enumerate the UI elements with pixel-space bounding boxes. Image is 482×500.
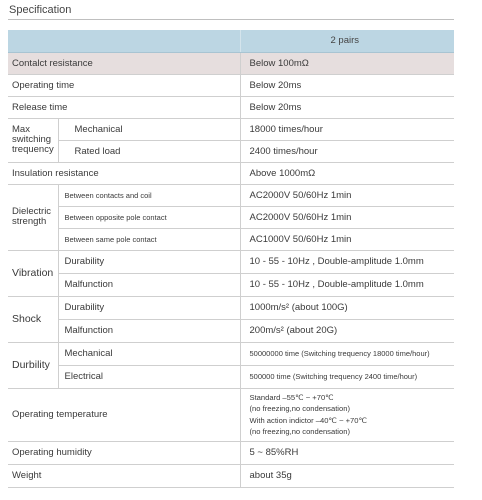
table-row — [8, 162, 454, 184]
temperature-line: Standard –55℃ ~ +70℃ — [249, 393, 334, 403]
row-label: Operating humidity — [8, 441, 240, 464]
row-label: Release time — [8, 96, 240, 118]
row-label: Contalct resistance — [8, 52, 240, 74]
temperature-value — [240, 388, 454, 441]
table-row — [8, 342, 454, 365]
row-value: Above 1000mΩ — [240, 162, 454, 184]
page-title: Specification — [9, 4, 72, 16]
row-value: 10 - 55 - 10Hz , Double-amplitude 1.0mm — [240, 273, 454, 296]
row-value: Below 20ms — [240, 96, 454, 118]
table-row — [8, 74, 454, 96]
row-value: AC2000V 50/60Hz 1min — [240, 206, 454, 228]
row-value: 200m/s² (about 20G) — [240, 319, 454, 342]
sub-label: Durability — [58, 296, 240, 319]
sub-label: Mechanical — [58, 342, 240, 365]
shock-label: Shock — [12, 313, 42, 325]
sub-label: Malfunction — [58, 319, 240, 342]
max-switching-label: Max switching trequency — [12, 124, 54, 155]
table-row — [8, 365, 454, 388]
row-value: 1000m/s² (about 100G) — [240, 296, 454, 319]
group-label — [8, 342, 58, 388]
row-value: 500000 time (Switching trequency 2400 time/hour) — [240, 365, 454, 388]
vibration-label: Vibration — [12, 267, 54, 279]
sub-label: Mechanical — [58, 118, 240, 140]
header-blank-cell — [8, 30, 240, 52]
row-value: AC1000V 50/60Hz 1min — [240, 228, 454, 250]
dielectric-label: Dielectric strength — [12, 206, 52, 227]
table-row — [8, 140, 454, 162]
table-row — [8, 118, 454, 140]
row-value: AC2000V 50/60Hz 1min — [240, 184, 454, 206]
row-label: Operating time — [8, 74, 240, 96]
temperature-line: (no freezing,no condensation) — [249, 404, 350, 414]
table-row — [8, 464, 454, 487]
table-row — [8, 273, 454, 296]
durbility-label: Durbility — [12, 359, 50, 371]
table-row — [8, 319, 454, 342]
sub-label: Electrical — [58, 365, 240, 388]
table-row — [8, 388, 454, 441]
table-row — [8, 296, 454, 319]
row-value: 2400 times/hour — [240, 140, 454, 162]
row-value: about 35g — [240, 464, 454, 487]
sub-label: Between opposite pole contact — [58, 206, 240, 228]
table-row — [8, 184, 454, 206]
specification-table — [8, 30, 454, 488]
row-label: Operating temperature — [8, 388, 240, 441]
row-value: Below 20ms — [240, 74, 454, 96]
table-row — [8, 52, 454, 74]
row-value: 50000000 time (Switching trequency 18000 time/hour) — [240, 342, 454, 365]
temperature-line: With action indictor –40℃ ~ +70℃ — [249, 415, 368, 425]
table-row — [8, 441, 454, 464]
sub-label: Durability — [58, 250, 240, 273]
table-row — [8, 206, 454, 228]
row-label: Insulation resistance — [8, 162, 240, 184]
group-label — [8, 250, 58, 296]
group-label — [8, 296, 58, 342]
group-label — [8, 184, 58, 250]
sub-label: Malfunction — [58, 273, 240, 296]
group-label — [8, 118, 58, 162]
row-value: 18000 times/hour — [240, 118, 454, 140]
row-value: 5 ~ 85%RH — [240, 441, 454, 464]
table-row — [8, 96, 454, 118]
sub-label: Rated load — [58, 140, 240, 162]
temperature-line: (no freezing,no condensation) — [249, 426, 350, 436]
sub-label: Between contacts and coil — [58, 184, 240, 206]
title-divider — [8, 19, 454, 20]
row-value: 10 - 55 - 10Hz , Double-amplitude 1.0mm — [240, 250, 454, 273]
row-value: Below 100mΩ — [240, 52, 454, 74]
sub-label: Between same pole contact — [58, 228, 240, 250]
header-2-pairs: 2 pairs — [240, 30, 454, 52]
row-label: Weight — [8, 464, 240, 487]
table-header-row — [8, 30, 454, 52]
table-row — [8, 250, 454, 273]
table-row — [8, 228, 454, 250]
